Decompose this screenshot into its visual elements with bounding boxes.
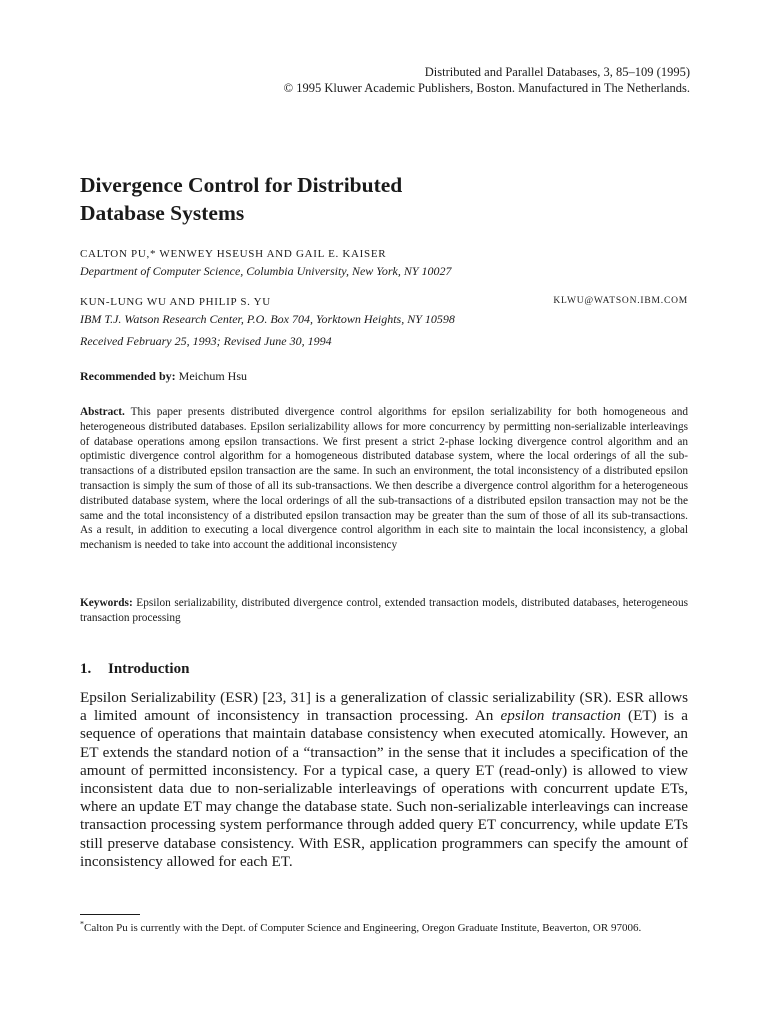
intro-paragraph: [80, 689, 688, 871]
section-heading: [80, 661, 189, 678]
author-group-2: KUN-LUNG WU AND PHILIP S. YU: [80, 296, 271, 308]
intro-term: epsilon transaction: [500, 707, 621, 725]
paper-title: [80, 171, 680, 227]
title-line-2: Database Systems: [80, 201, 245, 225]
footnote-mark: *: [80, 919, 84, 929]
journal-citation: Distributed and Parallel Databases, 3, 85–109 (1995): [424, 65, 690, 79]
footnote-text: Calton Pu is currently with the Dept. of Computer Science and Engineering, Oregon Graduate Institute, Beaverton, OR 97006.: [84, 922, 642, 934]
author-email: KLWU@WATSON.IBM.COM: [553, 296, 688, 306]
abstract-label: Abstract.: [80, 406, 125, 418]
footnote-rule: [80, 914, 140, 915]
keywords-text: Epsilon serializability, distributed divergence control, extended transaction models, distributed databases, heterogeneous transaction processing: [80, 597, 689, 624]
abstract-text: This paper presents distributed divergence control algorithms for epsilon serializability for both homogeneous and heterogeneous distributed databases. Epsilon serializability allows for more concurrency by permitting non-serializable interleavings of database operations among epsilon transactions. We first present a strict 2-phase locking divergence control algorithm and an optimistic divergence control algorithm for a homogeneous distributed database system, where the local orderings of all the sub-transactions of a distributed epsilon transaction are the same. In such an environment, the total inconsistency of a distributed epsilon transaction is simply the sum of those of all its sub-transactions. We then describe a divergence control algorithm for a heterogeneous distributed database system, where the local orderings of all the sub-transactions of a distributed epsilon transaction may not be the same and the total inconsistency of a distributed epsilon transaction may be greater than the sum of those of all its sub-transactions. As a result, in addition to executing a local divergence control algorithm in each site to maintain the local inconsistency, a global mechanism is needed to take into account the additional inconsistency: [80, 406, 688, 552]
affiliation-ibm: IBM T.J. Watson Research Center, P.O. Box 704, Yorktown Heights, NY 10598: [80, 312, 455, 326]
recommended-label: Recommended by:: [80, 369, 176, 383]
copyright-notice: © 1995 Kluwer Academic Publishers, Boston. Manufactured in The Netherlands.: [283, 81, 690, 95]
keywords-label: Keywords:: [80, 597, 133, 609]
received-date: Received February 25, 1993; Revised June 30, 1994: [80, 334, 332, 348]
author-group-1: CALTON PU,* WENWEY HSEUSH AND GAIL E. KAISER: [80, 248, 387, 260]
intro-text-2: (ET) is a sequence of operations that maintain database consistency when executed atomically. However, an ET extends the standard notion of a “transaction” in the sense that it includes a specification of the amount of permitted inconsistency. For a typical case, a query ET (read-only) is allowed to view inconsistent data due to non-serializable interleavings of operations with concurrent update ETs, where an update ET may change the database state. Such non-serializable interleavings can increase transaction processing system performance through added query ET concurrency, while update ETs still preserve database consistency. With ESR, application programmers can specify the amount of inconsistency allowed for each ET.: [80, 707, 688, 870]
recommended-by: [80, 369, 247, 384]
recommended-name: Meichum Hsu: [178, 369, 247, 383]
keywords: [80, 596, 688, 626]
footnote: [80, 921, 688, 936]
title-line-1: Divergence Control for Distributed: [80, 173, 403, 197]
affiliation-columbia: Department of Computer Science, Columbia University, New York, NY 10027: [80, 264, 452, 278]
section-number: 1.: [80, 661, 92, 677]
journal-header: [284, 64, 690, 96]
abstract: [80, 405, 688, 553]
intro-text-1: Epsilon Serializability (ESR) [23, 31] is a generalization of classic serializability (SR). ESR allows a limited amount of inconsistency in transaction processing. An: [80, 689, 688, 725]
section-title: Introduction: [108, 661, 190, 677]
